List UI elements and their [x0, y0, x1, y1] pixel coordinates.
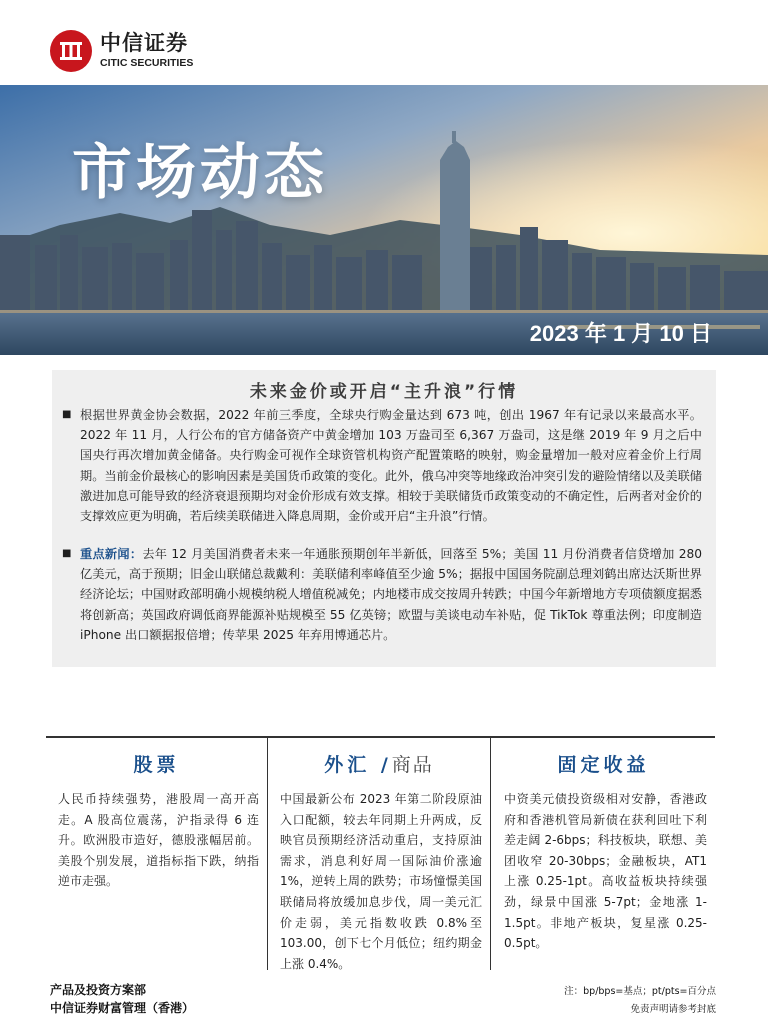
company-name: 中信证券财富管理（香港）	[50, 1001, 195, 1015]
equity-text: 人民币持续强势，港股周一高开高走。A 股高位震荡，沪指录得 6 连升。欧洲股市造好，德股涨幅居前。美股个别发展，道指标指下跌，纳指逆市走强。	[58, 792, 259, 889]
fx-commodities-column	[268, 738, 491, 970]
fixed-income-heading: 固定收益	[557, 754, 650, 776]
headline-title: 未来金价或开启“主升浪”行情	[249, 382, 519, 402]
report-date: 2023 年 1 月 10 日	[529, 321, 712, 346]
brand-name-cn: 中信证券	[100, 31, 188, 56]
market-columns	[46, 736, 715, 970]
bullet-square-icon: ■	[62, 409, 72, 420]
equity-heading: 股票	[133, 754, 180, 776]
citic-emblem-icon	[50, 30, 92, 72]
headline-bullet	[62, 405, 702, 526]
department-name: 产品及投资方案部	[50, 983, 147, 997]
citic-logo	[50, 30, 193, 72]
disclaimer-note: 免责声明请参考封底	[630, 1004, 716, 1015]
fx-separator: /	[370, 754, 392, 776]
footer-right	[564, 983, 716, 1019]
headline-summary-panel	[52, 370, 716, 667]
bullet-square-icon: ■	[62, 548, 72, 559]
news-text: 去年 12 月美国消费者未来一年通胀预期创年半新低，回落至 5%；美国 11 月份消费者信贷增加 280 亿美元，高于预期；旧金山联储总裁戴利：美联储利率峰值至少逾 5%；据报中国国务院副总理刘鹤出席达沃斯世界经济论坛；中国财政部明确小规模纳税人增值税减免；内地楼市成交按周升转跌；中国今年新增地方专项债额度据悉将创新高；英国政府调低商界能源补贴规模至 55 亿英镑；欧盟与美谈电动车补贴，促 TikTok 尊重法例；印度制造 iPhone 出口额据报倍增；传苹果 2025 年弃用博通芯片。	[80, 547, 703, 642]
footer-left	[50, 981, 194, 1017]
brand-name-en: CITIC SECURITIES	[100, 57, 194, 70]
news-paragraph	[80, 544, 702, 645]
commodities-title: 商品	[391, 754, 434, 776]
fixed-income-column	[492, 738, 715, 970]
equity-column	[46, 738, 268, 970]
news-bullet	[62, 544, 702, 645]
news-label: 重点新闻：	[80, 547, 143, 561]
hero-banner	[0, 85, 768, 355]
fx-heading	[268, 750, 490, 777]
fx-title: 外汇	[324, 754, 371, 776]
page-title: 市场动态	[72, 138, 328, 208]
fx-text: 中国最新公布 2023 年第二阶段原油入口配额，较去年同期上升两成，反映官员预期经济活动重启，支持原油需求，消息利好周一国际油价涨逾 1%，逆转上周的跌势；市场憧憬美国联储局将放缓加息步伐，周一美元汇价走弱，美元指数收跌 0.8%至 103.00，创下七个月低位；纽约期金上涨 0.4%。	[280, 792, 482, 971]
fixed-income-text: 中资美元债投资级相对安静，香港政府和香港机管局新债在获利回吐下利差走阔 2-6bps；科技板块，联想、美团收窄 20-30bps；金融板块，AT1 上涨 0.25-1pt。高收益板块持续强劲，绿景中国涨 5-7pt；金地涨 1-1.5pt。非地产板块，复星涨 0.25-0.5pt。	[504, 792, 707, 951]
headline-paragraph: 根据世界黄金协会数据，2022 年前三季度，全球央行购金量达到 673 吨，创出 1967 年有记录以来最高水平。2022 年 11 月，人行公布的官方储备资产中黄金增加 103 万盎司至 6,367 万盎司，这是继 2019 年 9 月之后中国央行再次增加黄金储备。央行购金可视作全球资管机构资产配置策略的映射，购金量增加一般对应着金价上行周期。当前金价最核心的影响因素是美国货币政策的变化。此外，俄乌冲突等地缘政治冲突引发的避险情绪以及美联储激进加息可能导致的经济衰退预期均对金价形成有效支撑。相较于美联储货币政策变动的不确定性，后两者对金价的支撑效应更为明确，若后续美联储进入降息周期，金价或开启“主升浪”行情。	[80, 408, 702, 524]
abbreviation-note: 注：bp/bps=基点；pt/pts=百分点	[564, 986, 716, 997]
